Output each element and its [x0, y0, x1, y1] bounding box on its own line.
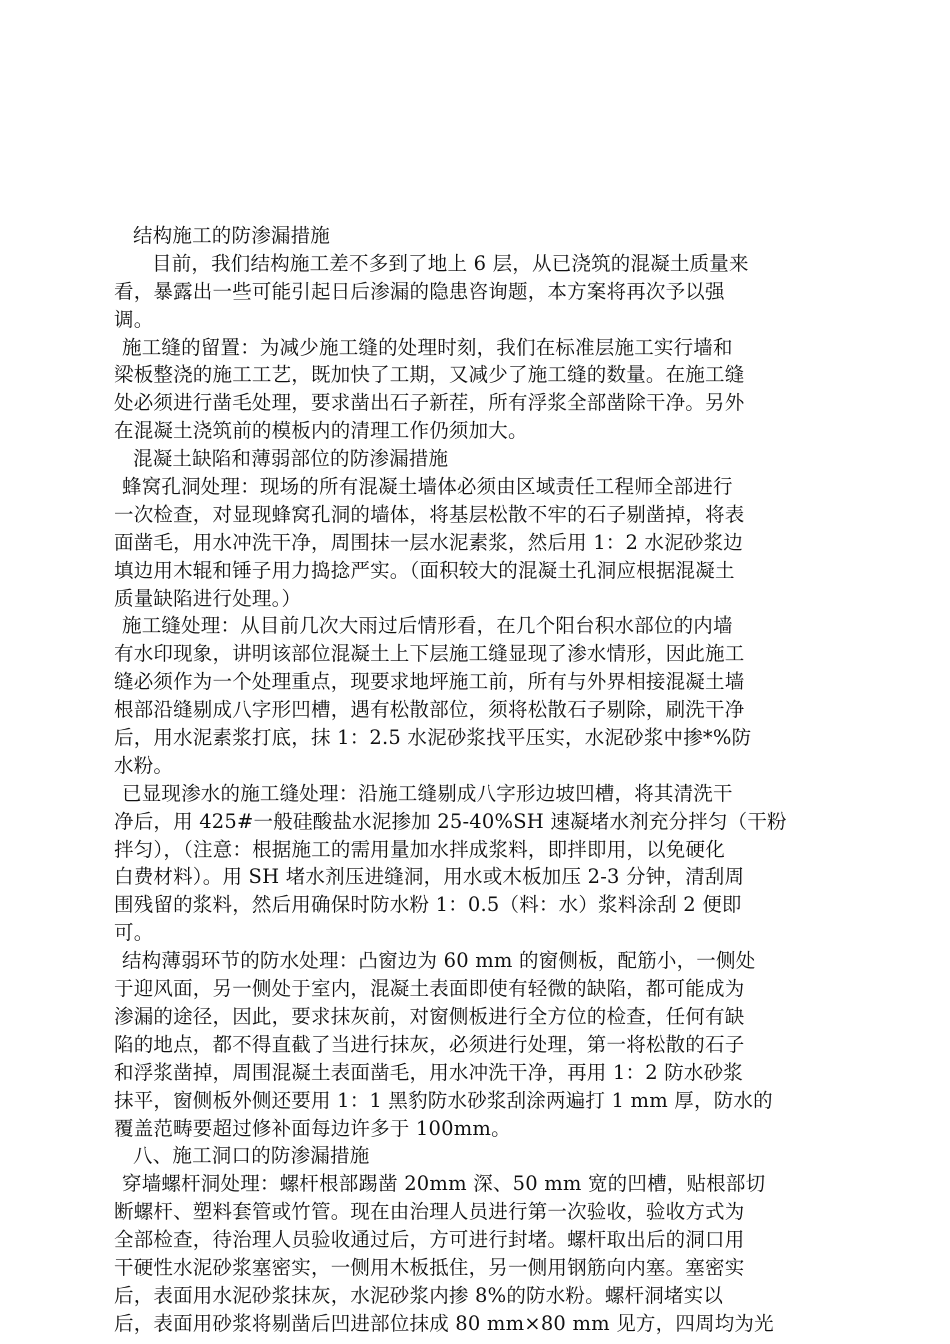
paragraph-line: 一次检查，对显现蜂窝孔洞的墙体，将基层松散不牢的石子剔凿掉，将表 [114, 502, 745, 526]
document-body [114, 222, 834, 1338]
paragraph-line: 陷的地点，都不得直截了当进行抹灰，必须进行处理，第一将松散的石子 [114, 1032, 745, 1056]
paragraph-line: 和浮浆凿掉，周围混凝土表面凿毛，用水冲洗干净，再用 1：2 防水砂浆 [114, 1060, 744, 1084]
paragraph-line: 后，表面用水泥砂浆抹灰，水泥砂浆内掺 8%的防水粉。螺杆洞堵实以 [114, 1283, 724, 1307]
paragraph-line: 水粉。 [114, 753, 174, 777]
paragraph-line: 可。 [114, 921, 154, 945]
paragraph-line: 施工缝处理：从目前几次大雨过后情形看，在几个阳台积水部位的内墙 [122, 614, 733, 638]
paragraph-line: 抹平，窗侧板外侧还要用 1：1 黑豹防水砂浆刮涂两遍打 1 mm 厚，防水的 [114, 1088, 773, 1112]
paragraph-line: 填边用木辊和锤子用力捣捻严实。（面积较大的混凝土孔洞应根据混凝土 [114, 558, 735, 582]
paragraph-line: 净后，用 425#一般硅酸盐水泥掺加 25-40%SH 速凝堵水剂充分拌匀（干粉 [114, 809, 787, 833]
paragraph-line: 看，暴露出一些可能引起日后渗漏的隐患咨询题，本方案将再次予以强 [114, 279, 725, 303]
paragraph-line: 围残留的浆料，然后用确保时防水粉 1：0.5（料：水）浆料涂刮 2 便即 [114, 893, 742, 917]
paragraph-line: 质量缺陷进行处理。） [114, 586, 302, 610]
paragraph-line: 已显现渗水的施工缝处理：沿施工缝剔成八字形边坡凹槽，将其清洗干 [122, 781, 733, 805]
paragraph-line: 于迎风面，另一侧处于室内，混凝土表面即使有轻微的缺陷，都可能成为 [114, 977, 745, 1001]
paragraph-line: 面凿毛，用水冲洗干净，周围抹一层水泥素浆，然后用 1：2 水泥砂浆边 [114, 530, 744, 554]
paragraph-line: 结构薄弱环节的防水处理：凸窗边为 60 mm 的窗侧板，配筋小，一侧处 [122, 949, 756, 973]
paragraph-line: 干硬性水泥砂浆塞密实，一侧用木板抵住，另一侧用钢筋向内塞。塞密实 [114, 1255, 745, 1279]
paragraph-line: 穿墙螺杆洞处理：螺杆根部踢凿 20mm 深、50 mm 宽的凹槽，贴根部切 [122, 1172, 766, 1196]
paragraph-line: 后，用水泥素浆打底，抹 1：2.5 水泥砂浆找平压实，水泥砂浆中掺*%防 [114, 726, 752, 750]
section-heading: 八、施工洞口的防渗漏措施 [133, 1144, 370, 1168]
paragraph-line: 梁板整浇的施工工艺，既加快了工期，又减少了施工缝的数量。在施工缝 [114, 363, 745, 387]
paragraph-line: 渗漏的途径，因此，要求抹灰前，对窗侧板进行全方位的检查，任何有缺 [114, 1004, 745, 1028]
paragraph-line: 缝必须作为一个处理重点，现要求地坪施工前，所有与外界相接混凝土墙 [114, 670, 745, 694]
paragraph-line: 在混凝土浇筑前的模板内的清理工作仍须加大。 [114, 419, 528, 443]
paragraph-line: 拌匀），（注意：根据施工的需用量加水拌成浆料，即拌即用，以免硬化 [114, 837, 725, 861]
paragraph-line: 蜂窝孔洞处理：现场的所有混凝土墙体必须由区域责任工程师全部进行 [122, 475, 733, 499]
section-heading: 结构施工的防渗漏措施 [133, 224, 331, 247]
paragraph-line: 处必须进行凿毛处理，要求凿出石子新茬，所有浮浆全部凿除干净。另外 [114, 391, 745, 415]
paragraph-line: 断螺杆、塑料套管或竹管。现在由治理人员进行第一次验收，验收方式为 [114, 1200, 745, 1224]
paragraph-line: 有水印现象，讲明该部位混凝土上下层施工缝显现了渗水情形，因此施工 [114, 642, 745, 666]
paragraph-line: 目前，我们结构施工差不多到了地上 6 层，从已浇筑的混凝土质量来 [152, 251, 749, 275]
paragraph-line: 根部沿缝剔成八字形凹槽，遇有松散部位，须将松散石子剔除，刷洗干净 [114, 698, 745, 722]
paragraph-line: 全部检查，待治理人员验收通过后，方可进行封堵。螺杆取出后的洞口用 [114, 1228, 745, 1252]
paragraph-line: 调。 [114, 307, 154, 331]
section-heading: 混凝土缺陷和薄弱部位的防渗漏措施 [133, 447, 449, 471]
paragraph-line: 覆盖范畴要超过修补面每边许多于 100mm。 [114, 1116, 511, 1140]
paragraph-line: 白费材料）。用 SH 堵水剂压进缝洞，用水或木板加压 2-3 分钟，清刮周 [114, 865, 745, 889]
paragraph-line: 施工缝的留置：为减少施工缝的处理时刻，我们在标准层施工实行墙和 [122, 335, 733, 359]
paragraph-line: 后，表面用砂浆将剔凿后凹进部位抹成 80 mm×80 mm 见方，四周均为光 [114, 1311, 774, 1335]
